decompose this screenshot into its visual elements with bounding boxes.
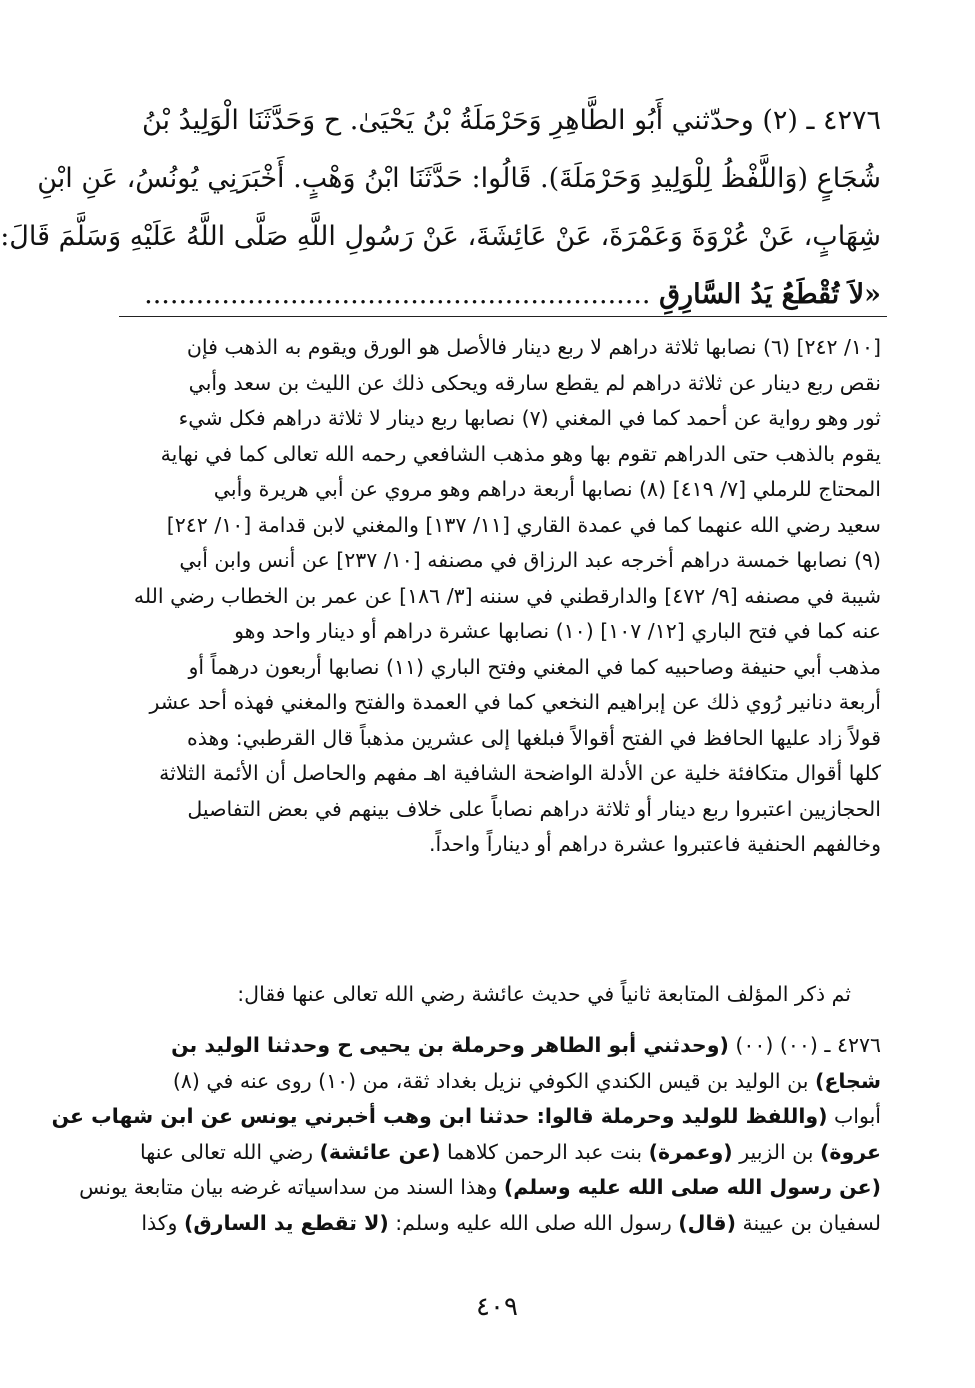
commentary-line: عنه كما في فتح الباري [١٢/ ١٠٧] (١٠) نصابها عشرة دراهم أو دينار واحد وهو	[234, 619, 881, 643]
commentary-line: قولاً زاد عليها الحافظ في الفتح أقوالاً فبلغها إلى عشرين مذهباً قال القرطبي: وهذه	[187, 725, 881, 750]
commentary-line: يقوم بالذهب حتى الدراهم تقوم بها وهو مذهب الشافعي رحمه الله تعالى كما في نهاية	[160, 441, 881, 466]
commentary-text	[113, 330, 881, 863]
commentary-line: [١٠/ ٢٤٢] (٦) نصابها ثلاثة دراهم لا ربع دينار فالأصل هو الورق ويقوم به الذهب فإن	[186, 335, 881, 359]
sharh-plain: أبواب	[827, 1104, 881, 1128]
sharh-plain: بنت عبد الرحمن كلاهما	[440, 1139, 649, 1164]
mutabaa-intro: ثم ذكر المؤلف المتابعة ثانياً في حديث عائشة رضي الله تعالى عنها فقال:	[237, 982, 851, 1006]
hadith-line: شِهَابٍ، عَنْ عُرْوَةَ وَعَمْرَةَ، عَنْ عَائِشَةَ، عَنْ رَسُولِ اللَّهِ صَلَّى اللَّهُ عَلَيْهِ وَسَلَّمَ قَالَ:	[0, 221, 881, 252]
commentary-line: نقص ربع دينار عن ثلاثة دراهم لم يقطع سارقه ويحكى ذلك عن الليث بن سعد وأبي	[188, 370, 881, 395]
sharh-plain: رضي الله تعالى عنها	[140, 1139, 320, 1164]
sharh-line	[79, 1170, 881, 1206]
page-number: ٤٠٩	[476, 1292, 518, 1322]
ellipsis-dots: ...........................................................	[144, 279, 651, 310]
hadith-matn: «لاَ تُقْطَعُ يَدُ السَّارِقِ	[659, 279, 881, 310]
sharh-quote: (قال)	[678, 1210, 736, 1235]
sharh-line	[113, 1135, 881, 1171]
commentary-line: وخالفهم الحنفية فاعتبروا عشرة دراهم أو ديناراً واحداً.	[428, 832, 881, 856]
sharh-quote: (عن رسول الله صلى الله عليه وسلم)	[503, 1175, 881, 1199]
sharh-quote: (وحدثني أبو الطاهر وحرملة بن يحيى ح وحدثنا الوليد بن	[171, 1033, 729, 1057]
sharh-quote: (عن عائشة)	[319, 1139, 441, 1164]
sharh-plain: لسفيان بن عيينة	[735, 1210, 881, 1235]
sharh-plain: بن الزبير	[732, 1139, 821, 1164]
sharh-plain: وكذا	[141, 1210, 184, 1235]
sharh-plain: بن الوليد بن قيس الكندي الكوفي نزيل بغداد ثقة، من (١٠) روى عنه في (٨)	[172, 1068, 815, 1093]
commentary-line: مذهب أبي حنيفة وصاحبيه كما في المغني وفتح الباري (١١) نصابها أربعون درهماً أو	[188, 654, 881, 679]
sharh-line	[51, 1099, 881, 1135]
hadith-line: ٤٢٧٦ ـ (٢) وحدّثني أَبُو الطَّاهِرِ وَحَرْمَلَةُ بْنُ يَحْيَىٰ. ح وَحَدَّثَنَا الْوَلِيدُ بْنُ	[141, 105, 881, 136]
commentary-line: أربعة دنانير رُوي ذلك عن إبراهيم النخعي كما في العمدة والفتح والمغني فهذه أحد عشر	[149, 690, 881, 714]
sharh-plain: رسول الله صلى الله عليه وسلم:	[388, 1210, 679, 1235]
sharh-quote: عروة)	[820, 1139, 881, 1164]
sharh-line	[113, 1064, 881, 1100]
commentary-line: (٩) نصابها خمسة دراهم أخرجه عبد الرزاق في مصنفه [١٠/ ٢٣٧] عن أنس وابن أبي	[179, 548, 881, 572]
commentary-line: ثور وهو رواية عن أحمد كما في المغني (٧) نصابها ربع دينار لا ثلاثة دراهم فكل شيء	[178, 406, 881, 430]
commentary-line: سعيد رضي الله عنهما كما في عمدة القاري [١١/ ١٣٧] والمغني لابن قدامة [١٠/ ٢٤٢]	[166, 512, 881, 537]
separator-rule	[119, 316, 887, 317]
sharh-quote: شجاع)	[814, 1068, 881, 1093]
sharh-quote: (لا تقطع يد السارق)	[183, 1210, 389, 1235]
hadith-text	[0, 92, 881, 324]
sharh-quote: (وعمرة)	[648, 1139, 733, 1164]
commentary-line: الحجازيين اعتبروا ربع دينار أو ثلاثة دراهم نصاباً على خلاف بينهم في بعض التفاصيل	[187, 796, 881, 821]
commentary-line: شيبة في مصنفه [٩/ ٤٧٢] والدارقطني في سننه [٣/ ١٨٦] عن عمر بن الخطاب رضي الله	[133, 583, 881, 608]
sharh-quote: (واللفظ للوليد وحرملة قالوا: حدثنا ابن وهب أخبرني يونس عن ابن شهاب عن	[51, 1104, 828, 1128]
commentary-line: المحتاج للرملي [٧/ ٤١٩] (٨) نصابها أربعة دراهم وهو مروي عن أبي هريرة وأبي	[213, 477, 881, 501]
sharh-line	[113, 1206, 881, 1242]
sharh-line	[113, 1028, 881, 1064]
sharh-plain: وهذا السند من سداسياته غرضه بيان متابعة يونس	[79, 1175, 504, 1199]
sharh-text	[51, 1028, 881, 1241]
hadith-line: شُجَاعٍ (وَاللَّفْظُ لِلْوَلِيدِ وَحَرْمَلَةَ). قَالُوا: حَدَّثَنَا ابْنُ وَهْبٍ. أَخْبَرَنِي يُونُسُ، عَنِ ابْنِ	[37, 163, 881, 194]
sharh-plain: ٤٢٧٦ ـ (٠٠) (٠٠)	[728, 1033, 881, 1057]
commentary-line: كلها أقوال متكافئة خلية عن الأدلة الواضحة الشافية اهـ مفهم والحاصل أن الأئمة الثلاثة	[159, 761, 881, 785]
